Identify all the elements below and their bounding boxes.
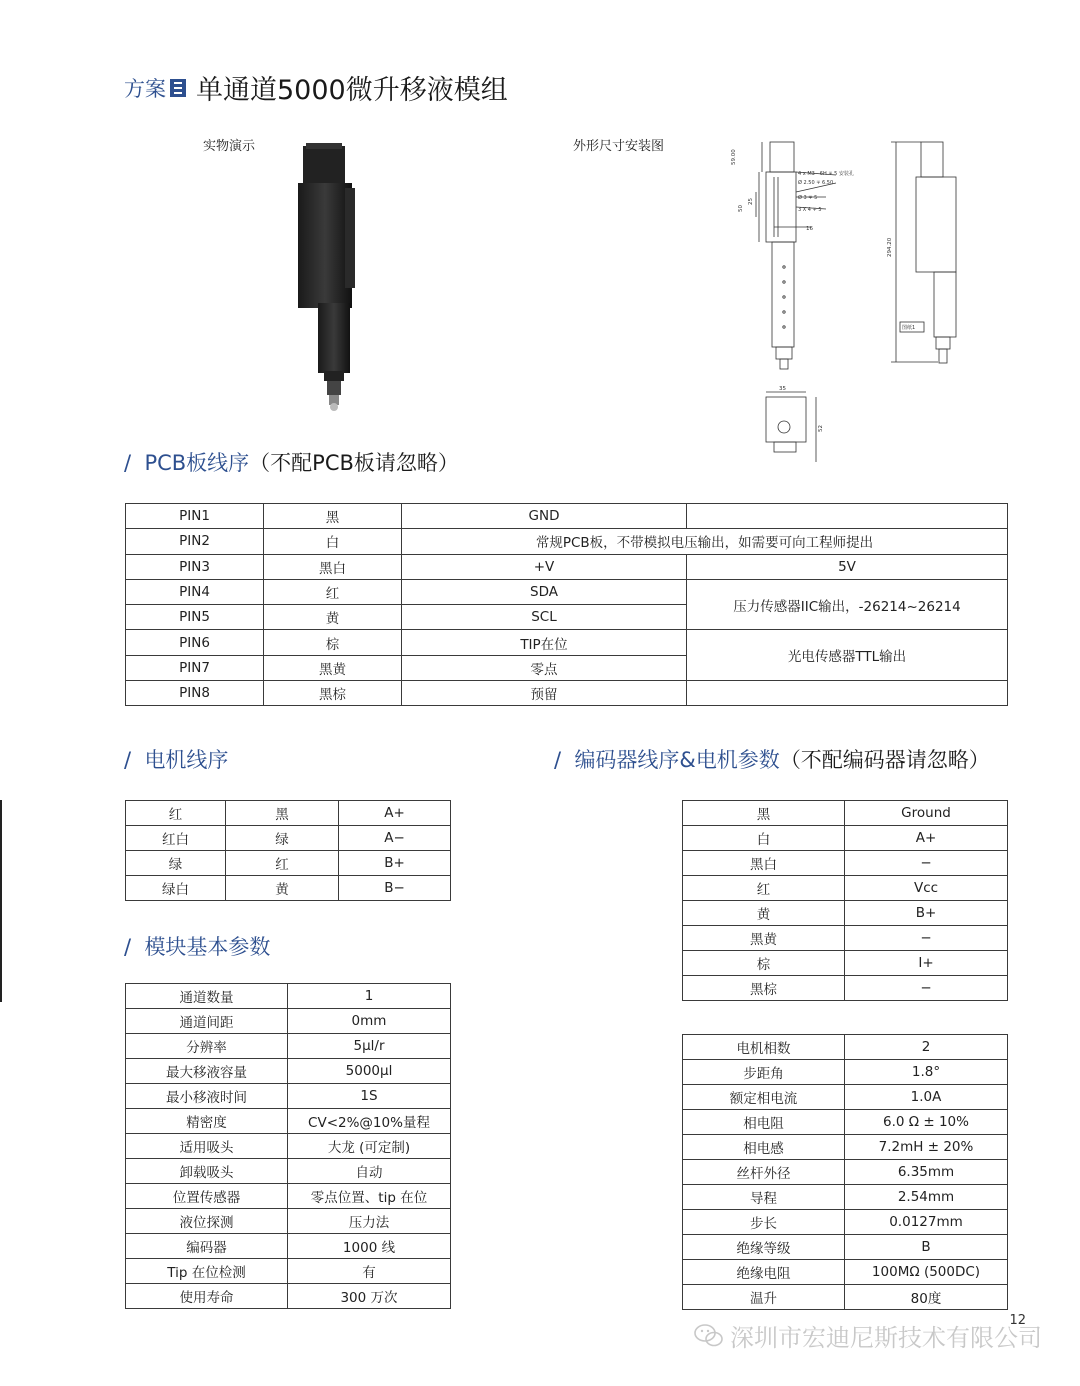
- table-cell: 最小移液时间: [126, 1084, 288, 1109]
- table-cell: B−: [339, 876, 451, 901]
- table-cell: B+: [845, 901, 1008, 926]
- title-lead: 方案: [124, 76, 166, 101]
- table-cell: B+: [339, 851, 451, 876]
- table-cell: 1000 线: [288, 1234, 451, 1259]
- left-margin-bar: [0, 800, 2, 1002]
- table-cell: 黑黄: [683, 926, 845, 951]
- watermark-text: 深圳市宏迪尼斯技术有限公司: [730, 1324, 1042, 1352]
- watermark: [694, 1318, 1042, 1353]
- table-row: [683, 1285, 1008, 1310]
- table-row: [126, 826, 451, 851]
- dim-52: 52: [818, 425, 824, 432]
- table-row: [126, 1159, 451, 1184]
- table-row: [126, 1034, 451, 1059]
- table-cell: 相电阻: [683, 1110, 845, 1135]
- table-cell: 压力法: [288, 1209, 451, 1234]
- motor-wiring-table: [125, 800, 451, 901]
- table-row: [683, 1035, 1008, 1060]
- drawing-label: 外形尺寸安装图: [573, 139, 665, 154]
- table-cell: 编码器: [126, 1234, 288, 1259]
- table-row: [683, 1110, 1008, 1135]
- dim-59: 59.00: [731, 149, 737, 165]
- table-row: [126, 1059, 451, 1084]
- page-title: [124, 68, 508, 107]
- table-row: [683, 876, 1008, 901]
- table-cell: 棕: [683, 951, 845, 976]
- table-row: [126, 876, 451, 901]
- table-row: [126, 1234, 451, 1259]
- table-row: [126, 1209, 451, 1234]
- table-cell: 7.2mH ± 20%: [845, 1135, 1008, 1160]
- drawing-note-4: 3 X 4 ∓ 5: [798, 207, 822, 213]
- table-cell: B: [845, 1235, 1008, 1260]
- table-row: [683, 901, 1008, 926]
- dim-50: 50: [738, 205, 744, 212]
- table-row: [683, 1160, 1008, 1185]
- product-photo: [290, 143, 370, 413]
- table-cell: 6.0 Ω ± 10%: [845, 1110, 1008, 1135]
- dim-35: 35: [779, 386, 786, 392]
- table-cell: 100MΩ (500DC): [845, 1260, 1008, 1285]
- table-cell: 300 万次: [288, 1284, 451, 1309]
- table-row: [126, 1184, 451, 1209]
- table-cell: 步距角: [683, 1060, 845, 1085]
- table-row: PIN4 红 SDA 压力传感器IIC输出，-26214~26214: [126, 579, 1008, 604]
- table-cell: 卸载吸头: [126, 1159, 288, 1184]
- section-module-title: 模块基本参数: [144, 935, 271, 959]
- table-row: [683, 801, 1008, 826]
- table-cell: 白: [683, 826, 845, 851]
- table-row: [683, 1235, 1008, 1260]
- table-row: [126, 1259, 451, 1284]
- table-row: [683, 976, 1008, 1001]
- drawing-note-3: Ø 3 ∓ 5: [798, 195, 818, 201]
- wechat-icon: [694, 1323, 724, 1349]
- table-cell: 红: [226, 851, 339, 876]
- title-main: 单通道5000微升移液模组: [196, 75, 508, 106]
- table-cell: 1.0A: [845, 1085, 1008, 1110]
- table-row: [126, 1084, 451, 1109]
- table-cell: 黑棕: [683, 976, 845, 1001]
- table-cell: 额定相电流: [683, 1085, 845, 1110]
- table-cell: 5μl/r: [288, 1034, 451, 1059]
- table-cell: Tip 在位检测: [126, 1259, 288, 1284]
- section-module: / 模块基本参数: [124, 935, 271, 959]
- table-cell: 绿: [126, 851, 226, 876]
- table-row: PIN5 黄 SCL: [126, 605, 1008, 630]
- table-row: [126, 1134, 451, 1159]
- table-row: [683, 1210, 1008, 1235]
- section-encoder-note: （不配编码器请忽略）: [779, 748, 990, 772]
- table-row: PIN6 棕 TIP在位 光电传感器TTL输出: [126, 630, 1008, 655]
- table-cell: 位置传感器: [126, 1184, 288, 1209]
- table-row: [683, 851, 1008, 876]
- table-cell: A+: [339, 801, 451, 826]
- table-cell: 液位探测: [126, 1209, 288, 1234]
- table-cell: 2.54mm: [845, 1185, 1008, 1210]
- photo-label: 实物演示: [203, 139, 256, 154]
- table-cell: 80度: [845, 1285, 1008, 1310]
- table-cell: 2: [845, 1035, 1008, 1060]
- table-cell: 1.8°: [845, 1060, 1008, 1085]
- table-cell: 通道数量: [126, 984, 288, 1009]
- table-cell: 通道间距: [126, 1009, 288, 1034]
- table-cell: 5000μl: [288, 1059, 451, 1084]
- section-pcb: / PCB板线序（不配PCB板请忽略）: [124, 451, 459, 475]
- page-number: 12: [1009, 1313, 1026, 1328]
- drawing-note-2: Ø 2.50 ∓ 6.50: [798, 180, 834, 186]
- table-cell: 黑白: [683, 851, 845, 876]
- table-row: [126, 1009, 451, 1034]
- table-cell: 红白: [126, 826, 226, 851]
- table-cell: 红: [683, 876, 845, 901]
- table-row: [126, 1109, 451, 1134]
- table-cell: Vcc: [845, 876, 1008, 901]
- table-cell: 1S: [288, 1084, 451, 1109]
- table-cell: 黄: [226, 876, 339, 901]
- table-row: [683, 1185, 1008, 1210]
- dimension-drawing: [726, 137, 976, 467]
- table-cell: 电机相数: [683, 1035, 845, 1060]
- section-motor: / 电机线序: [124, 748, 229, 772]
- dim-16: 16: [806, 226, 813, 232]
- table-cell: 绝缘等级: [683, 1235, 845, 1260]
- section-pcb-title: PCB板线序: [144, 451, 250, 475]
- table-row: [683, 1135, 1008, 1160]
- table-cell: 0.0127mm: [845, 1210, 1008, 1235]
- table-cell: 黄: [683, 901, 845, 926]
- table-cell: 红: [126, 801, 226, 826]
- drawing-tag: 图纸1: [902, 325, 916, 331]
- section-motor-title: 电机线序: [144, 748, 229, 772]
- table-row: PIN3 黑白 +V 5V: [126, 554, 1008, 579]
- table-cell: 绿白: [126, 876, 226, 901]
- dim-25: 25: [748, 198, 754, 205]
- table-cell: 绿: [226, 826, 339, 851]
- section-encoder: / 编码器线序&电机参数（不配编码器请忽略）: [554, 748, 990, 772]
- table-cell: −: [845, 976, 1008, 1001]
- dim-total: 294.20: [887, 237, 893, 257]
- table-cell: 精密度: [126, 1109, 288, 1134]
- table-cell: I+: [845, 951, 1008, 976]
- encoder-table: [682, 800, 1008, 1001]
- table-cell: 1: [288, 984, 451, 1009]
- table-cell: A−: [339, 826, 451, 851]
- table-cell: 黑: [226, 801, 339, 826]
- table-cell: 温升: [683, 1285, 845, 1310]
- table-row: [683, 1085, 1008, 1110]
- table-cell: 导程: [683, 1185, 845, 1210]
- table-row: PIN1 黑 GND: [126, 504, 1008, 529]
- scheme-badge-icon: [170, 79, 186, 97]
- table-cell: 绝缘电阻: [683, 1260, 845, 1285]
- table-cell: 6.35mm: [845, 1160, 1008, 1185]
- table-row: [683, 1060, 1008, 1085]
- table-cell: 丝杆外径: [683, 1160, 845, 1185]
- table-cell: 分辨率: [126, 1034, 288, 1059]
- table-row: [683, 826, 1008, 851]
- drawing-note-1: 4 x M3 - 6H ∓ 5 安装孔: [798, 171, 854, 177]
- table-cell: −: [845, 851, 1008, 876]
- table-cell: 最大移液容量: [126, 1059, 288, 1084]
- table-row: [683, 1260, 1008, 1285]
- table-row: [126, 984, 451, 1009]
- table-row: PIN7 黑黄 零点: [126, 655, 1008, 680]
- table-cell: 适用吸头: [126, 1134, 288, 1159]
- table-row: [683, 926, 1008, 951]
- table-row: [126, 851, 451, 876]
- table-cell: 0mm: [288, 1009, 451, 1034]
- table-row: PIN8 黑棕 预留: [126, 681, 1008, 706]
- table-cell: 自动: [288, 1159, 451, 1184]
- table-row: [126, 801, 451, 826]
- table-cell: Ground: [845, 801, 1008, 826]
- section-encoder-title: 编码器线序&电机参数: [574, 748, 780, 772]
- pressure-sensor-note: 压力传感器IIC输出，-26214~26214: [687, 579, 1008, 630]
- table-row: PIN2 白 常规PCB板，不带模拟电压输出，如需要可向工程师提出: [126, 529, 1008, 554]
- table-cell: 黑: [683, 801, 845, 826]
- table-row: [683, 951, 1008, 976]
- table-cell: 步长: [683, 1210, 845, 1235]
- table-cell: −: [845, 926, 1008, 951]
- table-cell: 相电感: [683, 1135, 845, 1160]
- table-cell: 使用寿命: [126, 1284, 288, 1309]
- table-cell: 大龙 (可定制): [288, 1134, 451, 1159]
- motor-params-table: [682, 1034, 1008, 1310]
- table-row: [126, 1284, 451, 1309]
- photo-sensor-note: 光电传感器TTL输出: [687, 630, 1008, 681]
- table-cell: CV<2%@10%量程: [288, 1109, 451, 1134]
- table-cell: 有: [288, 1259, 451, 1284]
- module-params-table: [125, 983, 451, 1309]
- pcb-table: [125, 503, 1008, 706]
- table-cell: 零点位置、tip 在位: [288, 1184, 451, 1209]
- table-cell: A+: [845, 826, 1008, 851]
- section-pcb-note: （不配PCB板请忽略）: [249, 451, 459, 475]
